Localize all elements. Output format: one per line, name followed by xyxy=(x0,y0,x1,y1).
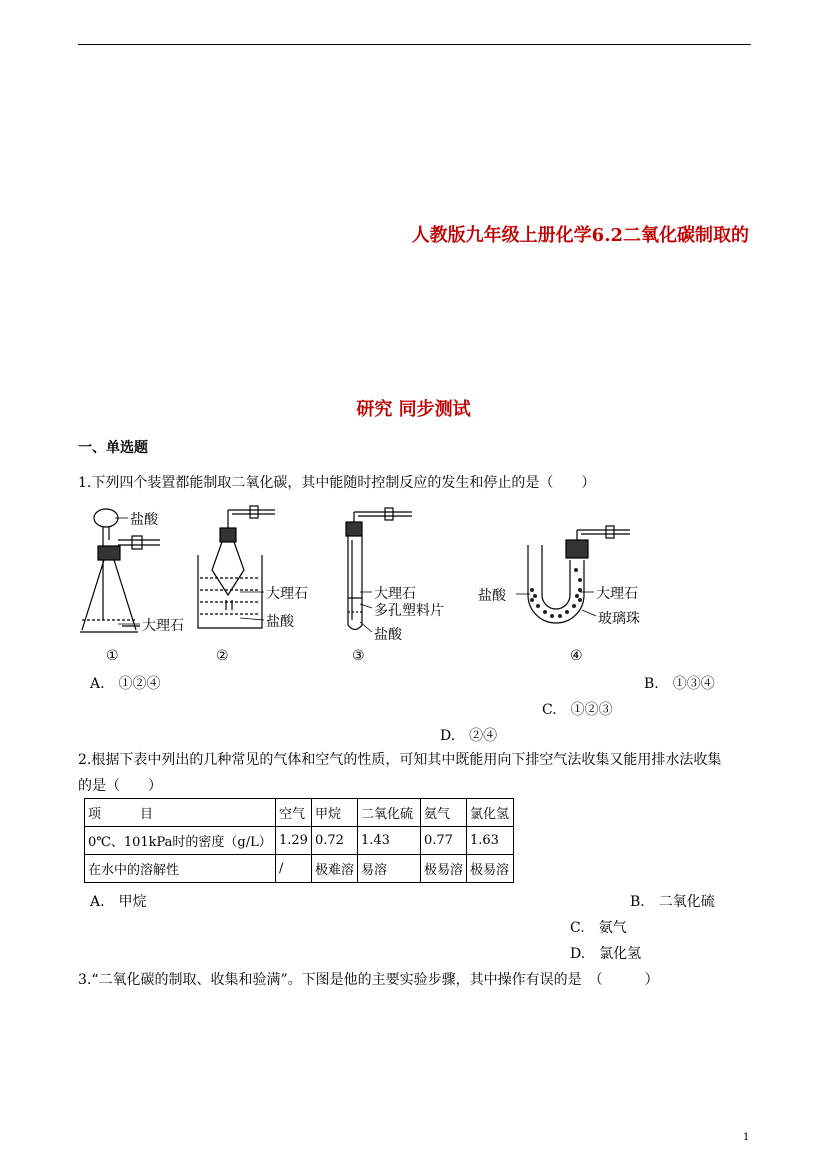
question-1-stem: 1.下列四个装置都能制取二氧化碳，其中能随时控制反应的发生和停止的是（ ） xyxy=(78,475,596,491)
table-cell: 氨气 xyxy=(420,799,466,827)
fig1-number: ① xyxy=(106,648,119,664)
q1-option-b[interactable]: B. ①③④ xyxy=(644,676,715,692)
table-row xyxy=(85,827,514,855)
q1-option-c[interactable]: C. ①②③ xyxy=(542,702,613,718)
apparatus-2-drawing xyxy=(198,506,275,628)
table-cell: / xyxy=(276,855,312,883)
q1-option-d[interactable]: D. ②④ xyxy=(440,728,498,744)
fig3-number: ③ xyxy=(352,648,365,664)
table-cell: 1.63 xyxy=(466,827,513,855)
table-row xyxy=(85,855,514,883)
question-2-stem-line2: 的是（ ） xyxy=(78,778,162,794)
table-cell: 二氧化硫 xyxy=(357,799,420,827)
fig4-number: ④ xyxy=(570,648,583,664)
q2-option-a[interactable]: A. 甲烷 xyxy=(90,894,147,910)
fig4-label-beads: 玻璃珠 xyxy=(598,611,640,627)
section-heading: 一、单选题 xyxy=(78,440,148,456)
question-3-stem: 3.“二氧化碳的制取、收集和验满”。下图是他的主要实验步骤，其中操作有误的是 （ ） xyxy=(78,972,659,988)
fig2-label-acid: 盐酸 xyxy=(266,614,294,630)
table-cell: 在水中的溶解性 xyxy=(85,855,276,883)
table-cell: 1.29 xyxy=(276,827,312,855)
table-cell: 甲烷 xyxy=(311,799,357,827)
table-cell: 空气 xyxy=(276,799,312,827)
fig2-number: ② xyxy=(216,648,229,664)
fig4-label-marble: 大理石 xyxy=(596,586,638,602)
table-cell: 极易溶 xyxy=(466,855,513,883)
table-cell: 极难溶 xyxy=(311,855,357,883)
table-cell: 0.72 xyxy=(311,827,357,855)
table-cell: 极易溶 xyxy=(420,855,466,883)
fig1-label-marble: 大理石 xyxy=(142,618,184,634)
glass-beads xyxy=(530,568,582,618)
table-cell: 项 目 xyxy=(85,799,276,827)
fig3-label-marble: 大理石 xyxy=(374,586,416,602)
document-title-line2: 研究 同步测试 xyxy=(356,399,471,420)
fig3-label-acid: 盐酸 xyxy=(374,627,402,643)
table-cell: 1.43 xyxy=(357,827,420,855)
gas-properties-table xyxy=(84,798,514,883)
q2-option-d[interactable]: D. 氯化氢 xyxy=(570,946,642,962)
q1-option-a[interactable]: A. ①②④ xyxy=(90,676,161,692)
fig2-label-marble: 大理石 xyxy=(266,586,308,602)
table-cell: 易溶 xyxy=(357,855,420,883)
fig3-label-plastic: 多孔塑料片 xyxy=(374,603,444,619)
fig1-label-acid: 盐酸 xyxy=(130,512,158,528)
q2-option-b[interactable]: B. 二氧化硫 xyxy=(630,894,715,910)
document-title-line1: 人教版九年级上册化学6.2二氧化碳制取的 xyxy=(411,225,749,246)
fig4-label-acid: 盐酸 xyxy=(478,588,506,604)
table-cell: 0.77 xyxy=(420,827,466,855)
page-number: 1 xyxy=(743,1132,750,1143)
table-cell: 0℃、101kPa时的密度（g/L） xyxy=(85,827,276,855)
table-row xyxy=(85,799,514,827)
q2-option-c[interactable]: C. 氨气 xyxy=(570,920,627,936)
question-2-stem-line1: 2.根据下表中列出的几种常见的气体和空气的性质，可知其中既能用向下排空气法收集又能用排水法收集 xyxy=(78,752,722,768)
table-cell: 氯化氢 xyxy=(466,799,513,827)
